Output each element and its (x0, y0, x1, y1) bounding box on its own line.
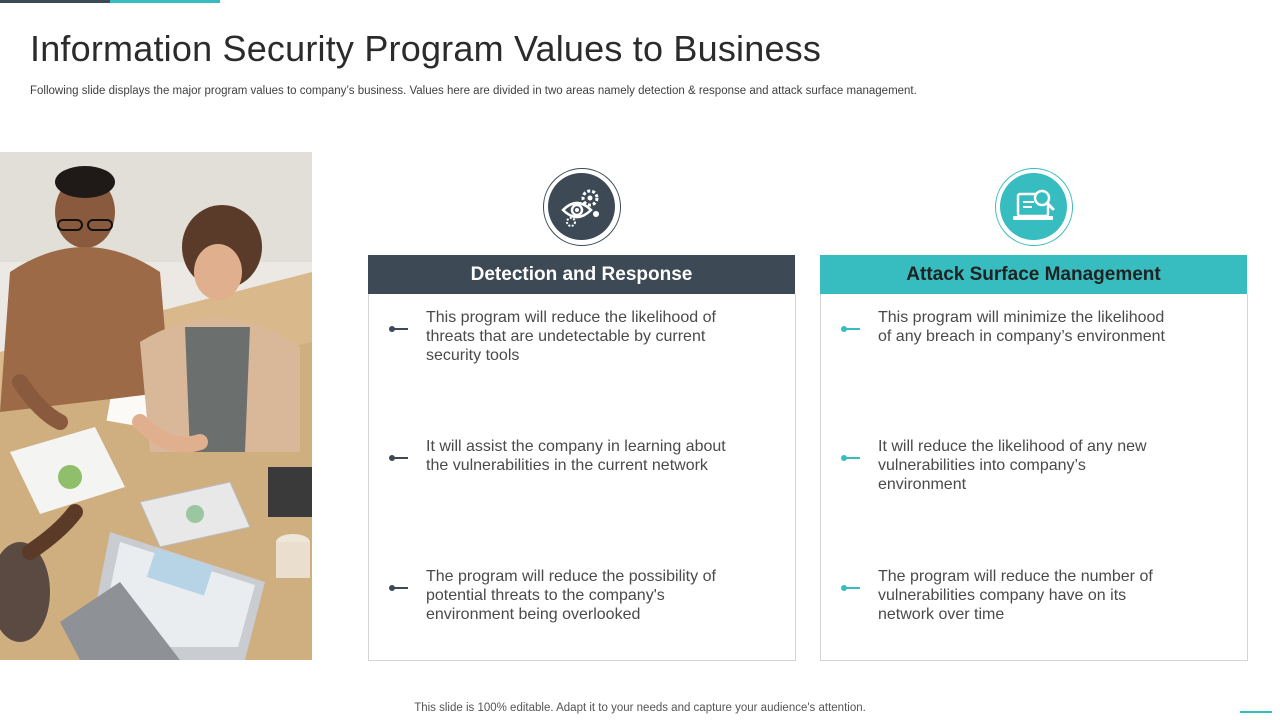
bullet-icon (841, 326, 861, 332)
page-subtitle: Following slide displays the major program values to company’s business. Values here are divided in two areas namely detection & response and attack surface management. (30, 85, 917, 97)
eye-gears-icon (559, 184, 605, 230)
footer-accent (1240, 711, 1272, 713)
team-meeting-photo (0, 152, 312, 660)
bullet-icon (389, 585, 409, 591)
team-meeting-illustration (0, 152, 312, 660)
top-accent-dark (0, 0, 110, 3)
footer-text: This slide is 100% editable. Adapt it to your needs and capture your audience's attention. (414, 702, 866, 714)
page-title: Information Security Program Values to Business (30, 28, 822, 69)
list-item-text: The program will reduce the possibility of potential threats to the company's environment being overlooked (426, 568, 716, 623)
footer-note (0, 702, 1280, 714)
list-item-text: The program will reduce the number of vulnerabilities company have on its network over time (878, 568, 1153, 623)
bullet-icon (841, 455, 861, 461)
bullet-icon (389, 326, 409, 332)
laptop-search-icon (1010, 184, 1058, 230)
attack-surface-panel (820, 294, 1248, 661)
attack-surface-header: Attack Surface Management (820, 255, 1247, 294)
bullet-icon (389, 455, 409, 461)
bullet-icon (841, 585, 861, 591)
list-item-text: This program will reduce the likelihood of threats that are undetectable by current security tools (426, 309, 716, 364)
list-item-text: It will reduce the likelihood of any new vulnerabilities into company’s environment (878, 438, 1147, 493)
attack-surface-icon-badge (995, 168, 1073, 246)
top-accent-teal (110, 0, 220, 3)
list-item-text: It will assist the company in learning about the vulnerabilities in the current network (426, 438, 726, 474)
detection-response-panel (368, 294, 796, 661)
detection-response-header: Detection and Response (368, 255, 795, 294)
list-item-text: This program will minimize the likelihood of any breach in company’s environment (878, 309, 1165, 345)
detection-icon-badge (543, 168, 621, 246)
